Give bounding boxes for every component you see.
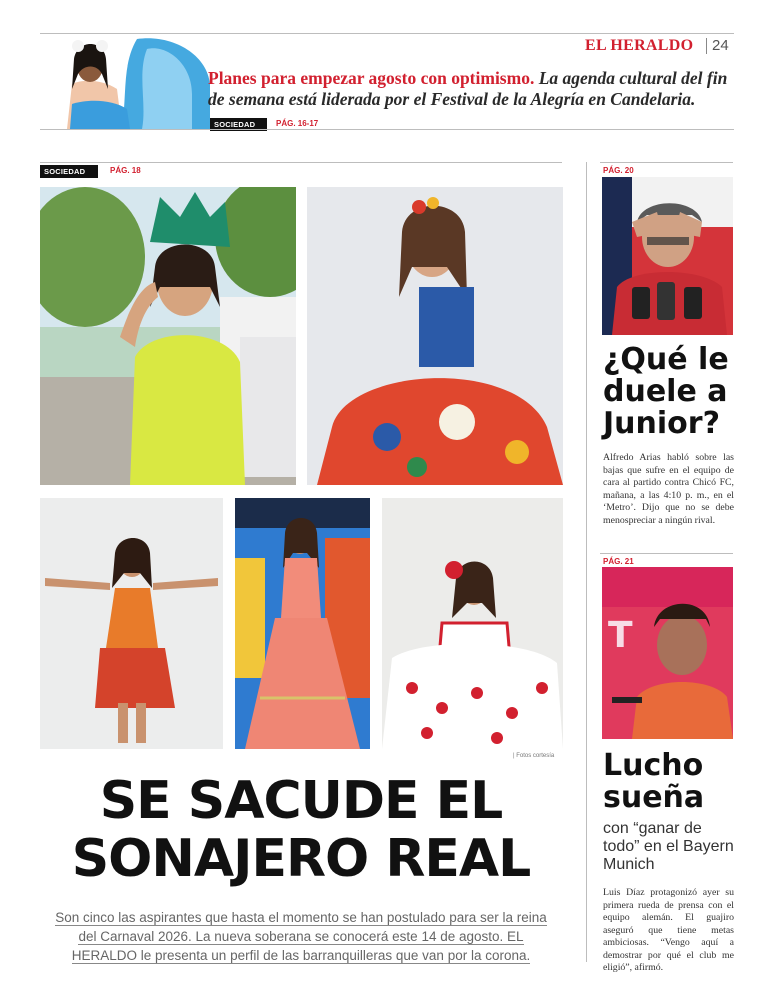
brand-divider [706, 38, 707, 54]
sidebar1-page-ref: PÁG. 20 [603, 166, 634, 175]
sidebar-divider [586, 162, 587, 962]
main-deck [45, 908, 557, 965]
svg-text:T: T [608, 615, 633, 656]
candidate-photo-2 [307, 187, 563, 485]
top-teaser-headline: Planes para empezar agosto con optimismo. [208, 68, 535, 88]
luis-diaz-photo [602, 567, 733, 739]
sidebar2-page-ref: PÁG. 21 [603, 557, 634, 566]
masthead-brand: EL HERALDO [585, 37, 694, 54]
main-page-ref: PÁG. 18 [110, 166, 141, 175]
carnival-queen-photo [42, 34, 210, 129]
sidebar2-body: Luis Díaz protagonizó ayer su primera rueda de prensa con el equipo alemán. El guajiro aseguró que tiene metas ambiciosas. “Vengo aquí a demostrar por qué el club me eligió”, afirmó. [603, 887, 734, 973]
photo-credit: | Fotos cortesía [513, 753, 555, 759]
candidate-photo-5 [382, 498, 563, 749]
main-headline-line-2: SONAJERO REAL [71, 829, 531, 889]
main-headline [40, 771, 562, 889]
sidebar2-subhead: con “ganar de todo” en el Bayern Munich [603, 820, 734, 873]
junior-coach-photo [602, 177, 733, 335]
main-section-tag: SOCIEDAD [40, 165, 98, 178]
main-headline-line-1: SE SACUDE EL [99, 771, 503, 831]
main-top-rule [40, 162, 562, 163]
top-teaser-text [208, 68, 733, 110]
sidebar1-top-rule [600, 162, 733, 163]
teaser-bottom-rule [40, 129, 734, 130]
sidebar2-top-rule [600, 553, 733, 554]
candidate-photo-3 [40, 498, 223, 749]
sidebar2-headline: Lucho sueña [603, 748, 705, 815]
top-teaser-summary: La agenda cultural del fin de semana está liderada por el Festival de la Alegría en Candelaria. [208, 68, 728, 109]
candidate-photo-4 [235, 498, 370, 749]
candidate-photo-1 [40, 187, 296, 485]
top-section-tag: SOCIEDAD [210, 118, 267, 131]
main-deck-text: Son cinco las aspirantes que hasta el momento se han postulado para ser la reina del Carnaval 2026. La nueva soberana se conocerá este 14 de agosto. EL HERALDO le presenta un perfil de las barranquilleras que van por la corona. [55, 910, 547, 963]
sidebar1-body: Alfredo Arias habló sobre las bajas que sufre en el equipo de cara al partido contra Chicó FC, mañana, a las 4:10 p. m., en el ‘Metro’. Dijo que no se debe menospreciar a ningún rival. [603, 452, 734, 526]
page-number: 24 [712, 37, 729, 54]
sidebar1-headline: ¿Qué le duele a Junior? [603, 342, 729, 441]
top-page-ref: PÁG. 16-17 [276, 119, 319, 128]
